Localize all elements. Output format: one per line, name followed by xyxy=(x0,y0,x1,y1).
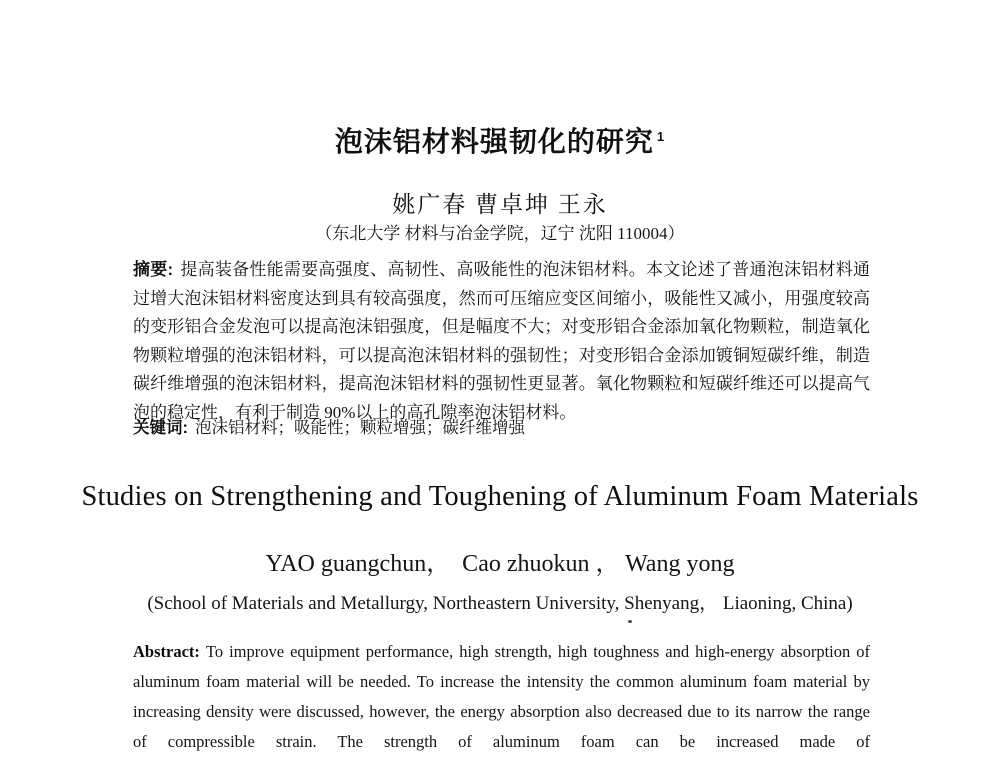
abstract-label-zh: 摘要: xyxy=(133,260,174,279)
affiliation-en: (School of Materials and Metallurgy, Northeastern University, Shenyang， Liaoning, China) xyxy=(147,593,853,614)
paper-title-zh xyxy=(0,120,1000,160)
abstract-label-en: Abstract: xyxy=(133,642,200,661)
keywords-zh xyxy=(133,417,870,439)
title-footnote-mark: 1 xyxy=(656,128,666,144)
paper-title-zh-text: 泡沫铝材料强韧化的研究 xyxy=(334,126,654,157)
keywords-label-zh: 关键词: xyxy=(133,419,188,437)
authors-zh: 姚广春 曹卓坤 王永 xyxy=(392,192,608,217)
affiliation-zh: （东北大学 材料与冶金学院，辽宁 沈阳 110004） xyxy=(315,224,685,243)
abstract-zh xyxy=(133,256,870,427)
abstract-en xyxy=(133,637,870,757)
keywords-text-zh: 泡沫铝材料；吸能性；颗粒增强；碳纤维增强 xyxy=(195,418,525,437)
abstract-text-en: To improve equipment performance, high strength, high toughness and high-energy absorption of aluminum foam material will be needed. To increase the intensity the common aluminum foam material by increasing density were discussed, however, the energy absorption also decreased due to its narrow the range of compressible strain. The strength of aluminum foam can be increased made of xyxy=(133,642,870,751)
authors-en: YAO guangchun， Cao zhuokun ， Wang yong xyxy=(265,551,735,577)
paper-title-en: Studies on Strengthening and Toughening of Aluminum Foam Materials xyxy=(81,481,919,512)
abstract-text-zh: 提高装备性能需要高强度、高韧性、高吸能性的泡沫铝材料。本文论述了普通泡沫铝材料通过增大泡沫铝材料密度达到具有较高强度，然而可压缩应变区间缩小，吸能性又减小，用强度较高的变形铝合金发泡可以提高泡沫铝强度，但是幅度不大；对变形铝合金添加氧化物颗粒，制造氧化物颗粒增强的泡沫铝材料，可以提高泡沫铝材料的强韧性；对变形铝合金添加镀铜短碳纤维，制造碳纤维增强的泡沫铝材料，提高泡沫铝材料的强韧性更显著。氧化物颗粒和短碳纤维还可以提高气泡的稳定性，有利于制造 90%以上的高孔隙率泡沫铝材料。 xyxy=(133,260,870,422)
scan-artifact-dot xyxy=(628,620,632,623)
